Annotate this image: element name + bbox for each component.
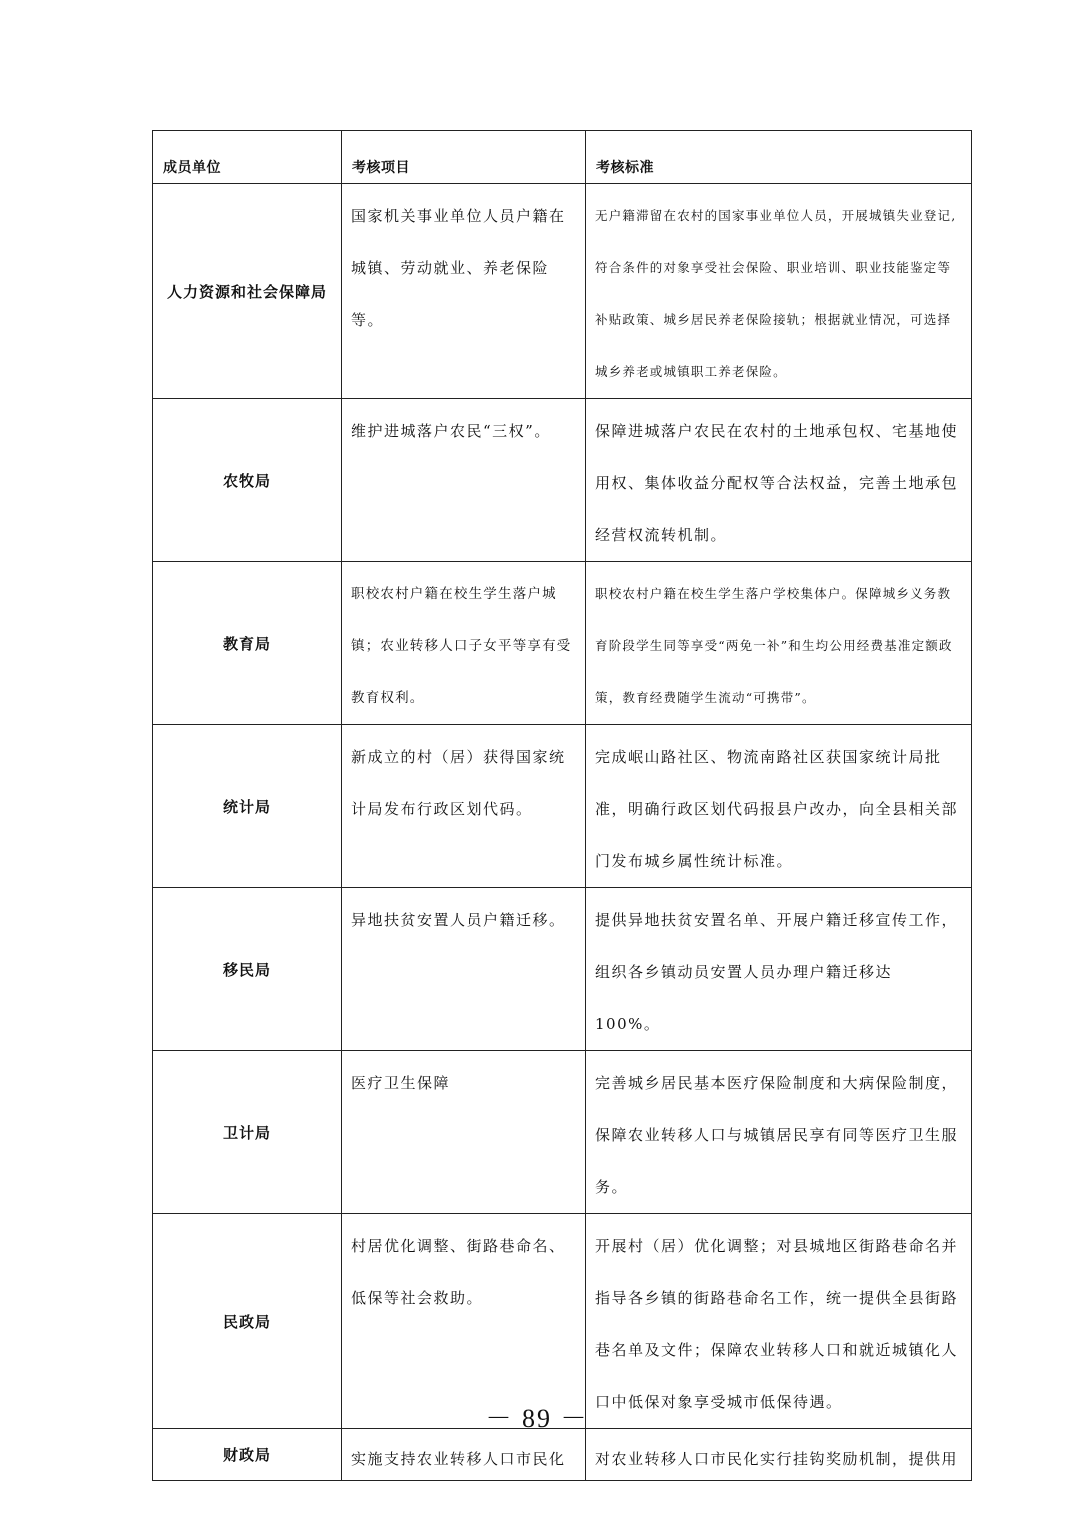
table-row <box>153 399 972 562</box>
header-item-label: 考核项目 <box>352 160 410 176</box>
table-row <box>153 888 972 1051</box>
assessment-table <box>152 130 972 1481</box>
unit-cell: 民政局 <box>153 1214 342 1429</box>
item-cell <box>342 1214 586 1429</box>
unit-cell: 教育局 <box>153 562 342 725</box>
item-text: 医疗卫生保障 <box>351 1074 451 1092</box>
item-text: 国家机关事业单位人员户籍在城镇、劳动就业、养老保险等。 <box>351 207 566 329</box>
page-number: － 89 － <box>485 1404 589 1433</box>
unit-cell: 统计局 <box>153 725 342 888</box>
item-text: 维护进城落户农民“三权”。 <box>351 422 551 440</box>
header-cell-unit <box>153 131 342 184</box>
item-cell <box>342 562 586 725</box>
standard-text: 完善城乡居民基本医疗保险制度和大病保险制度，保障农业转移人口与城镇居民享有同等医疗卫生服务。 <box>595 1074 959 1196</box>
item-text: 实施支持农业转移人口市民化 <box>351 1450 566 1468</box>
item-cell <box>342 1429 586 1481</box>
standard-cell <box>586 1429 972 1481</box>
standard-text: 开展村（居）优化调整；对县城地区街路巷命名并指导各乡镇的街路巷命名工作，统一提供全县街路巷名单及文件；保障农业转移人口和就近城镇化人口中低保对象享受城市低保待遇。 <box>595 1237 959 1411</box>
header-unit-label: 成员单位 <box>163 160 221 176</box>
unit-cell: 农牧局 <box>153 399 342 562</box>
unit-cell: 卫计局 <box>153 1051 342 1214</box>
unit-cell: 财政局 <box>153 1429 342 1481</box>
standard-cell <box>586 184 972 399</box>
standard-cell <box>586 399 972 562</box>
unit-cell: 人力资源和社会保障局 <box>153 184 342 399</box>
standard-cell <box>586 725 972 888</box>
standard-text: 完成岷山路社区、物流南路社区获国家统计局批准，明确行政区划代码报县户改办，向全县相关部门发布城乡属性统计标准。 <box>595 748 959 870</box>
item-text: 职校农村户籍在校生学生落户城镇；农业转移人口子女平等享有受教育权利。 <box>351 586 572 706</box>
item-cell <box>342 1051 586 1214</box>
item-text: 村居优化调整、街路巷命名、低保等社会救助。 <box>351 1237 566 1307</box>
header-standard-label: 考核标准 <box>596 160 654 176</box>
item-cell <box>342 184 586 399</box>
standard-text: 保障进城落户农民在农村的土地承包权、宅基地使用权、集体收益分配权等合法权益，完善土地承包经营权流转机制。 <box>595 422 959 544</box>
item-cell <box>342 725 586 888</box>
table-row <box>153 1214 972 1429</box>
item-cell <box>342 888 586 1051</box>
table-row <box>153 725 972 888</box>
standard-text: 提供异地扶贫安置名单、开展户籍迁移宣传工作，组织各乡镇动员安置人员办理户籍迁移达 100%。 <box>595 911 959 1033</box>
standard-cell <box>586 1051 972 1214</box>
item-cell <box>342 399 586 562</box>
table-row <box>153 1429 972 1481</box>
table-row <box>153 562 972 725</box>
table-row <box>153 1051 972 1214</box>
item-text: 新成立的村（居）获得国家统计局发布行政区划代码。 <box>351 748 566 818</box>
standard-cell <box>586 1214 972 1429</box>
standard-text: 对农业转移人口市民化实行挂钩奖励机制，提供用 <box>595 1450 959 1468</box>
standard-cell <box>586 888 972 1051</box>
standard-text: 职校农村户籍在校生学生落户学校集体户。保障城乡义务教育阶段学生同等享受“两免一补”和生均公用经费基准定额政策，教育经费随学生流动“可携带”。 <box>595 586 953 705</box>
standard-text: 无户籍滞留在农村的国家事业单位人员，开展城镇失业登记,符合条件的对象享受社会保险、职业培训、职业技能鉴定等补贴政策、城乡居民养老保险接轨；根据就业情况，可选择城乡养老或城镇职工养老保险。 <box>595 208 957 379</box>
item-text: 异地扶贫安置人员户籍迁移。 <box>351 911 566 929</box>
standard-cell <box>586 562 972 725</box>
table-row <box>153 184 972 399</box>
unit-cell: 移民局 <box>153 888 342 1051</box>
